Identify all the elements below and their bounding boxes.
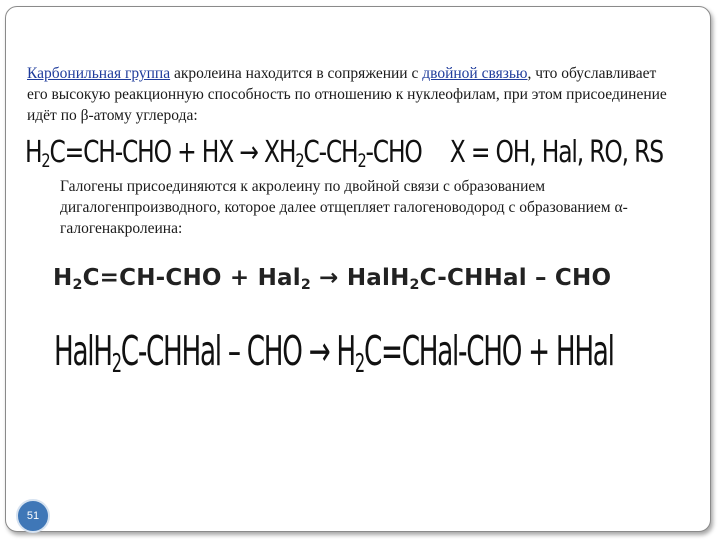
- eq2-subscript-b: 2: [300, 276, 311, 293]
- page-number-badge: [16, 499, 50, 533]
- eq3-text-c: C=CHal-CHO + HHal: [363, 327, 614, 375]
- page-number: 51: [26, 510, 40, 522]
- eq1-text-c: C-CH: [303, 135, 358, 170]
- equation-elimination: [54, 327, 614, 379]
- slide-frame: [5, 6, 711, 532]
- eq1-subscript-c: 2: [357, 151, 366, 173]
- eq1-substituents: X = OH, Hal, RO, RS: [449, 135, 663, 170]
- eq2-text-c: → HalH: [310, 265, 410, 291]
- eq3-text-a: HalH: [54, 327, 112, 375]
- intro-text-part2: , что обуславливает его высокую реакционную способность по отношению к нуклеофилам, при этом присоединение идёт по β-атому углерода:: [27, 65, 667, 124]
- eq1-text-a: H: [25, 135, 42, 170]
- intro-paragraph: [27, 63, 667, 126]
- equation-nucleophilic-addition: [25, 135, 663, 173]
- eq2-text-d: C-CHHal – CHO: [419, 265, 612, 291]
- eq3-subscript-b: 2: [354, 348, 364, 379]
- halogen-paragraph: Галогены присоединяются к акролеину по двойной связи с образованием дигалогенпроизводного, которое далее отщепляет галогеноводород с образованием α-галогенакролеина:: [60, 178, 628, 237]
- eq1-subscript-b: 2: [295, 151, 304, 173]
- eq2-subscript-a: 2: [72, 276, 83, 293]
- eq3-text-b: C-CHHal – CHO → H: [120, 327, 355, 375]
- link-carbonyl-group[interactable]: Карбонильная группа: [27, 65, 171, 82]
- eq1-subscript-a: 2: [41, 151, 50, 173]
- equation-halogen-addition: [53, 265, 611, 291]
- intro-text-part1: акролеина находится в сопряжении с: [170, 65, 423, 82]
- eq3-subscript-a: 2: [111, 348, 121, 379]
- eq2-text-b: C=CH-CHO + Hal: [82, 265, 301, 291]
- eq2-text-a: H: [53, 265, 73, 291]
- eq1-text-d: -CHO: [365, 135, 422, 170]
- eq2-subscript-c: 2: [409, 276, 420, 293]
- eq1-text-b: C=CH-CHO + HX → XH: [49, 135, 296, 170]
- link-double-bond[interactable]: двойной связью: [422, 65, 528, 82]
